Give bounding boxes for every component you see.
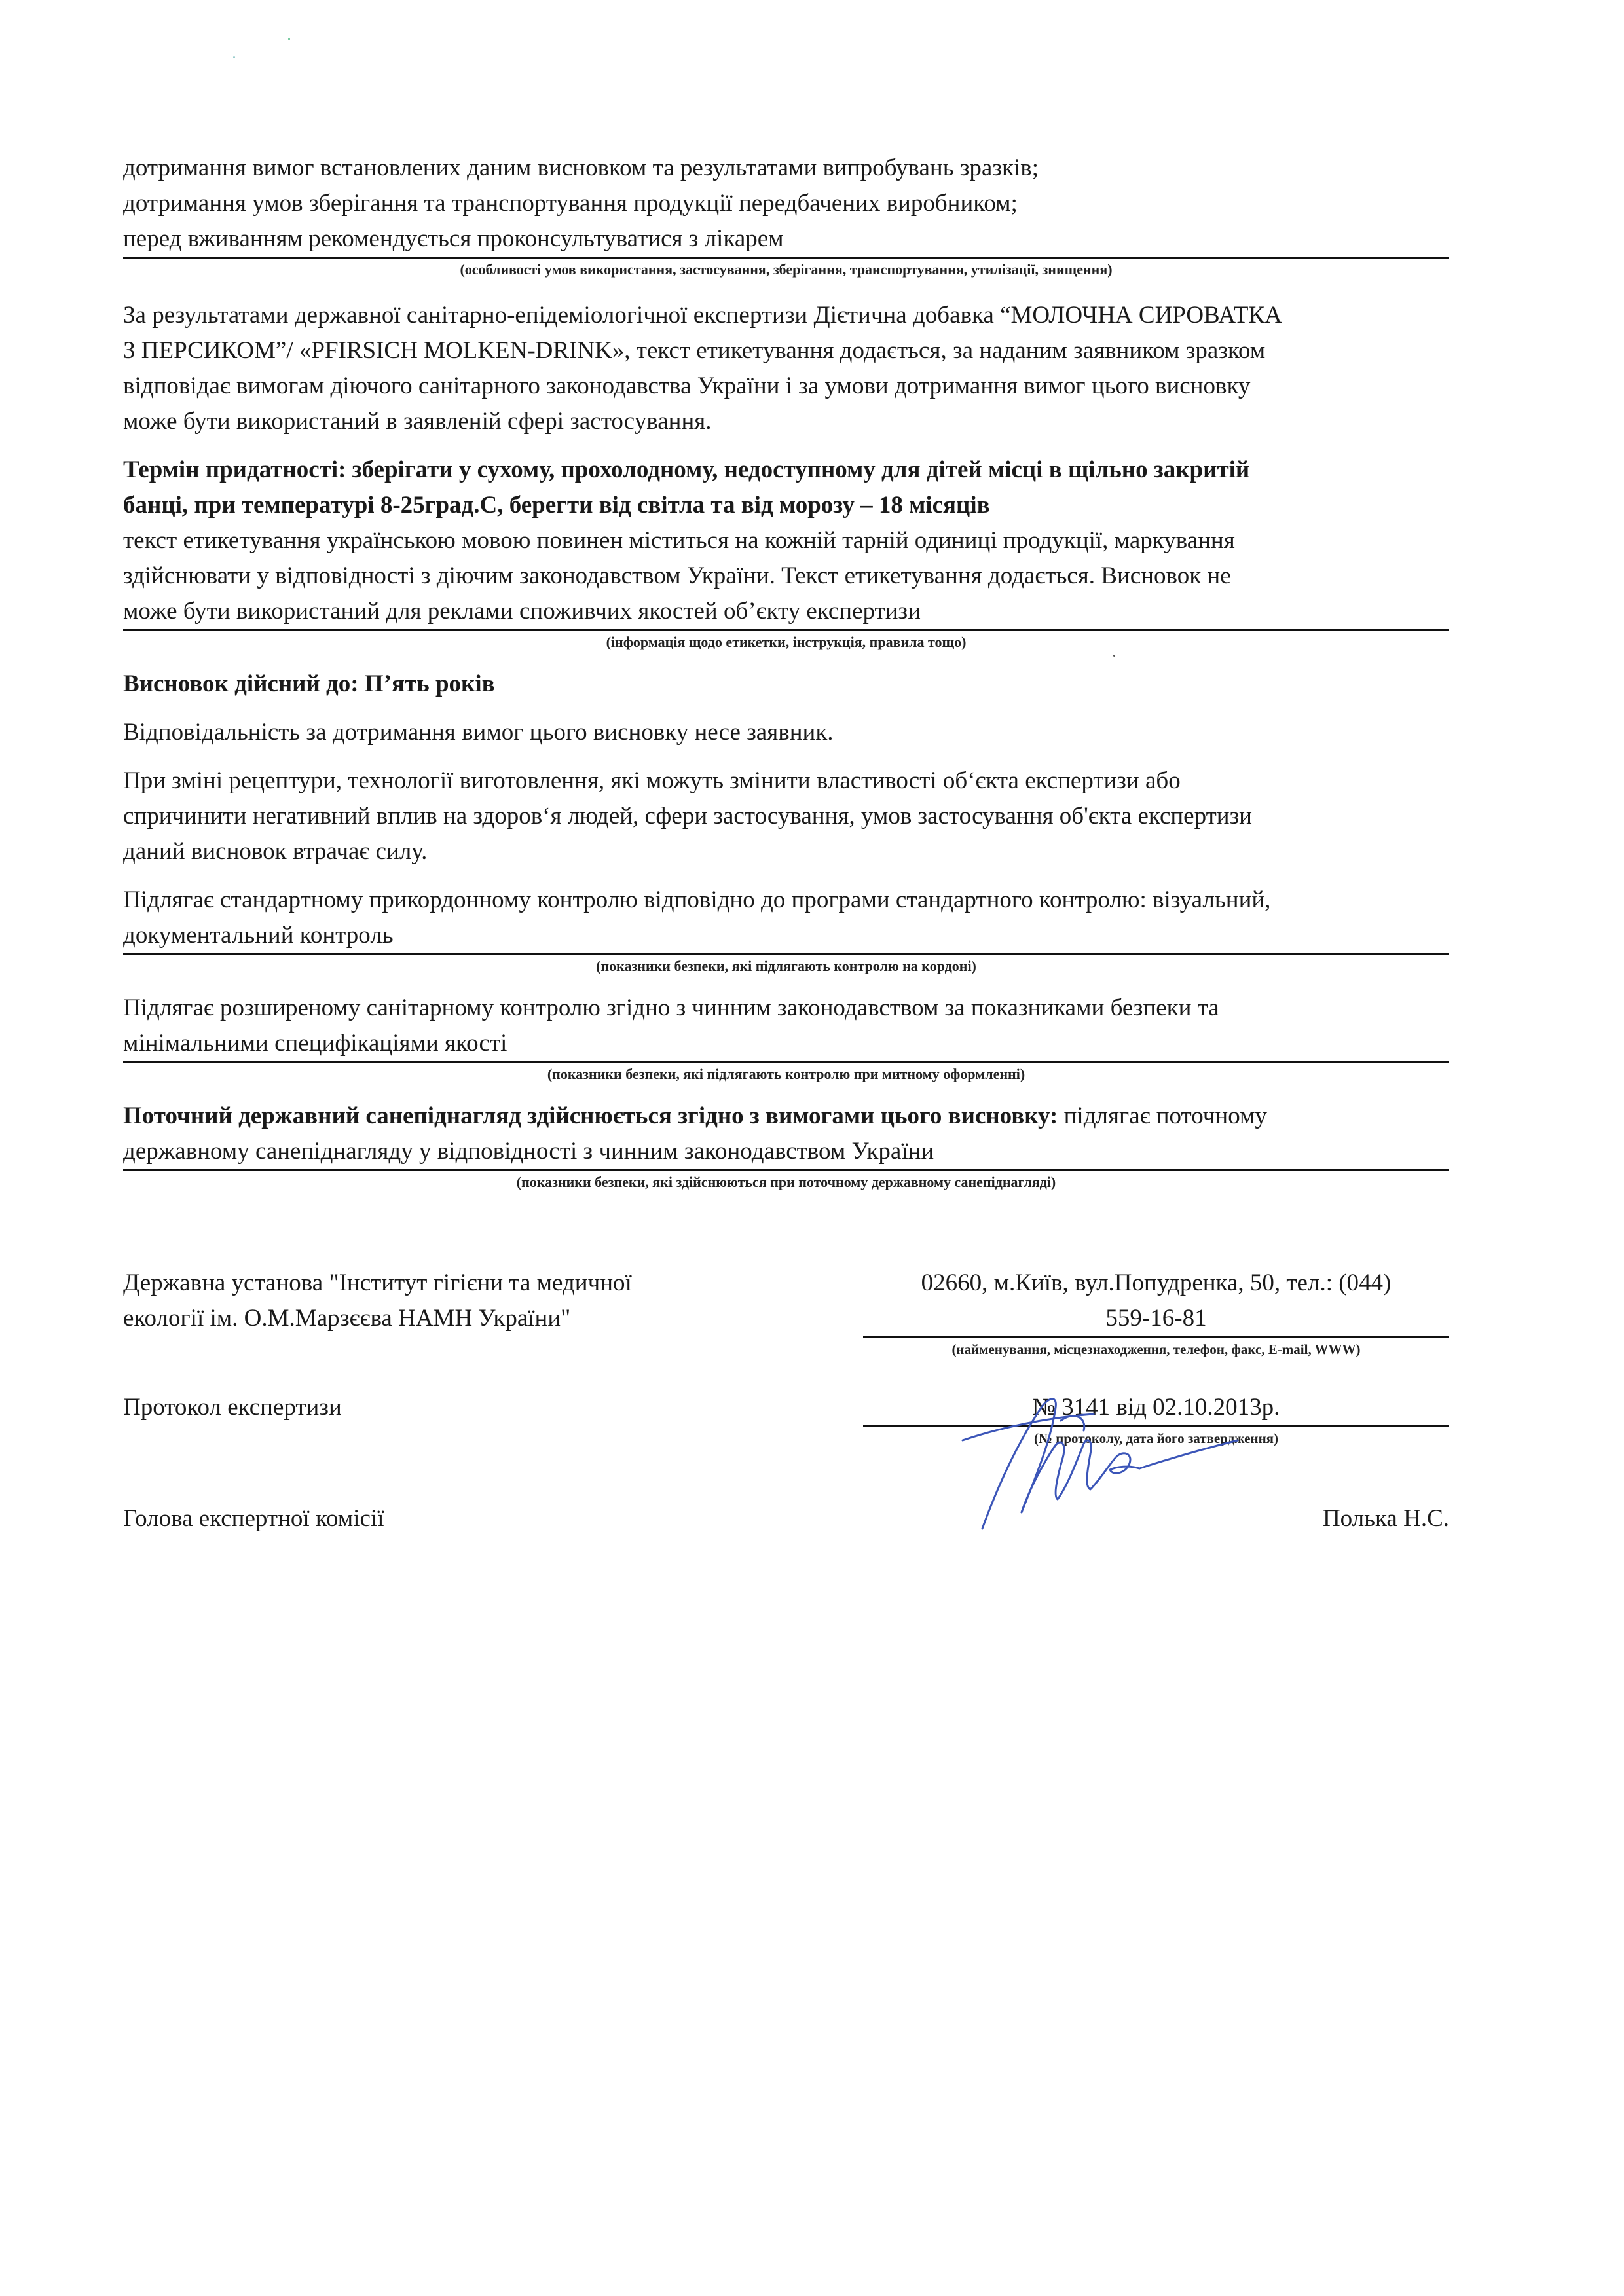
expertise-line: може бути використаний в заявленій сфері застосування. xyxy=(123,408,712,435)
extended-control-line: мінімальними специфікаціями якості xyxy=(123,1026,1449,1063)
shelf-life-bold-line: банці, при температурі 8-25град.С, берегти від світла та від морозу – 18 місяців xyxy=(123,492,990,519)
usage-section xyxy=(123,151,1449,281)
signature-image xyxy=(943,1381,1257,1539)
validity-line: Висновок дійсний до: П’ять років xyxy=(123,670,495,697)
supervision-section xyxy=(123,1099,1449,1194)
extended-control-section xyxy=(123,991,1449,1085)
labeling-caption: (інформація щодо етикетки, інструкція, правила тощо) xyxy=(606,634,967,650)
supervision-bold-text: Поточний державний санепіднагляд здійснюється згідно з вимогами цього висновку: xyxy=(123,1102,1058,1129)
border-control-line: документальний контроль xyxy=(123,918,1449,955)
commission-label-col xyxy=(123,1501,843,1537)
institution-name xyxy=(123,1266,843,1336)
protocol-caption: (№ протоколу, дата його затвердження) xyxy=(1033,1430,1279,1446)
extended-control-caption: (показники безпеки, які підлягають контролю при митному оформленні) xyxy=(547,1066,1025,1082)
institution-caption: (найменування, місцезнаходження, телефон, факс, E-mail, WWW) xyxy=(951,1341,1361,1357)
expertise-line: відповідає вимогам діючого санітарного законодавства України і за умови дотримання вимог цього висновку xyxy=(123,373,1251,399)
labeling-line: може бути використаний для реклами споживчих якостей об’єкту експертизи xyxy=(123,594,1449,631)
usage-caption: (особливості умов використання, застосування, зберігання, транспортування, утилізації, знищення) xyxy=(460,261,1113,278)
document-page xyxy=(123,151,1449,1540)
protocol-label-col xyxy=(123,1390,843,1425)
supervision-line xyxy=(123,1099,1449,1134)
expertise-line: З ПЕРСИКОМ”/ «PFIRSICH MOLKEN-DRINK», текст етикетування додається, за наданим заявником зразком xyxy=(123,337,1266,364)
changes-section xyxy=(123,763,1449,869)
expertise-section xyxy=(123,298,1449,439)
shelf-life-section xyxy=(123,452,1449,653)
usage-line: дотримання умов зберігання та транспортування продукції передбачених виробником; xyxy=(123,190,1018,217)
shelf-life-bold-line: Термін придатності: зберігати у сухому, прохолодному, недоступному для дітей місці в щільно закритій xyxy=(123,456,1250,483)
responsibility-line: Відповідальність за дотримання вимог цього висновку несе заявник. xyxy=(123,719,834,746)
institution-address xyxy=(863,1266,1449,1360)
extended-control-line: Підлягає розширеному санітарному контролю згідно з чинним законодавством за показниками безпеки та xyxy=(123,994,1219,1021)
supervision-line-2: державному санепіднагляду у відповідності з чинним законодавством України xyxy=(123,1134,1449,1171)
supervision-caption: (показники безпеки, які здійснюються при поточному державному санепіднагляді) xyxy=(516,1174,1056,1190)
border-control-section xyxy=(123,883,1449,977)
institution-address-line: 559-16-81 xyxy=(863,1301,1449,1338)
protocol-label: Протокол експертизи xyxy=(123,1394,342,1421)
labeling-line: здійснювати у відповідності з діючим законодавством України. Текст етикетування додається. Висновок не xyxy=(123,562,1231,589)
border-control-line: Підлягає стандартному прикордонному контролю відповідно до програми стандартного контролю: візуальний, xyxy=(123,886,1271,913)
institution-name-line: Державна установа "Інститут гігієни та медичної xyxy=(123,1269,632,1296)
institution-name-line: екології ім. О.М.Марзєєва НАМН України" xyxy=(123,1305,571,1332)
expertise-line: За результатами державної санітарно-епідеміологічної експертизи Дієтична добавка “МОЛОЧНА СИРОВАТКА xyxy=(123,302,1282,329)
changes-line: При зміні рецептури, технології виготовлення, які можуть змінити властивості об‘єкта експертизи або xyxy=(123,767,1181,794)
supervision-text: підлягає поточному xyxy=(1058,1102,1267,1129)
commission-label: Голова експертної комісії xyxy=(123,1505,384,1532)
usage-line: перед вживанням рекомендується проконсультуватися з лікарем xyxy=(123,221,1449,259)
institution-address-line: 02660, м.Київ, вул.Попудренка, 50, тел.: (044) xyxy=(921,1269,1392,1296)
protocol-value: № 3141 від 02.10.2013р. xyxy=(863,1390,1449,1427)
scan-speck xyxy=(1113,655,1115,657)
scan-speck xyxy=(233,56,235,58)
usage-line: дотримання вимог встановлених даним висновком та результатами випробувань зразків; xyxy=(123,155,1039,181)
changes-line: даний висновок втрачає силу. xyxy=(123,838,428,865)
commission-name: Полька Н.С. xyxy=(1322,1505,1449,1532)
labeling-line: текст етикетування українською мовою повинен міститься на кожній тарній одиниці продукції, маркування xyxy=(123,527,1235,554)
changes-line: спричинити негативний вплив на здоров‘я людей, сфери застосування, умов застосування об'єкта експертизи xyxy=(123,803,1252,829)
border-control-caption: (показники безпеки, які підлягають контролю на кордоні) xyxy=(596,958,976,974)
scan-speck xyxy=(288,38,290,40)
institution-row xyxy=(123,1266,1449,1364)
